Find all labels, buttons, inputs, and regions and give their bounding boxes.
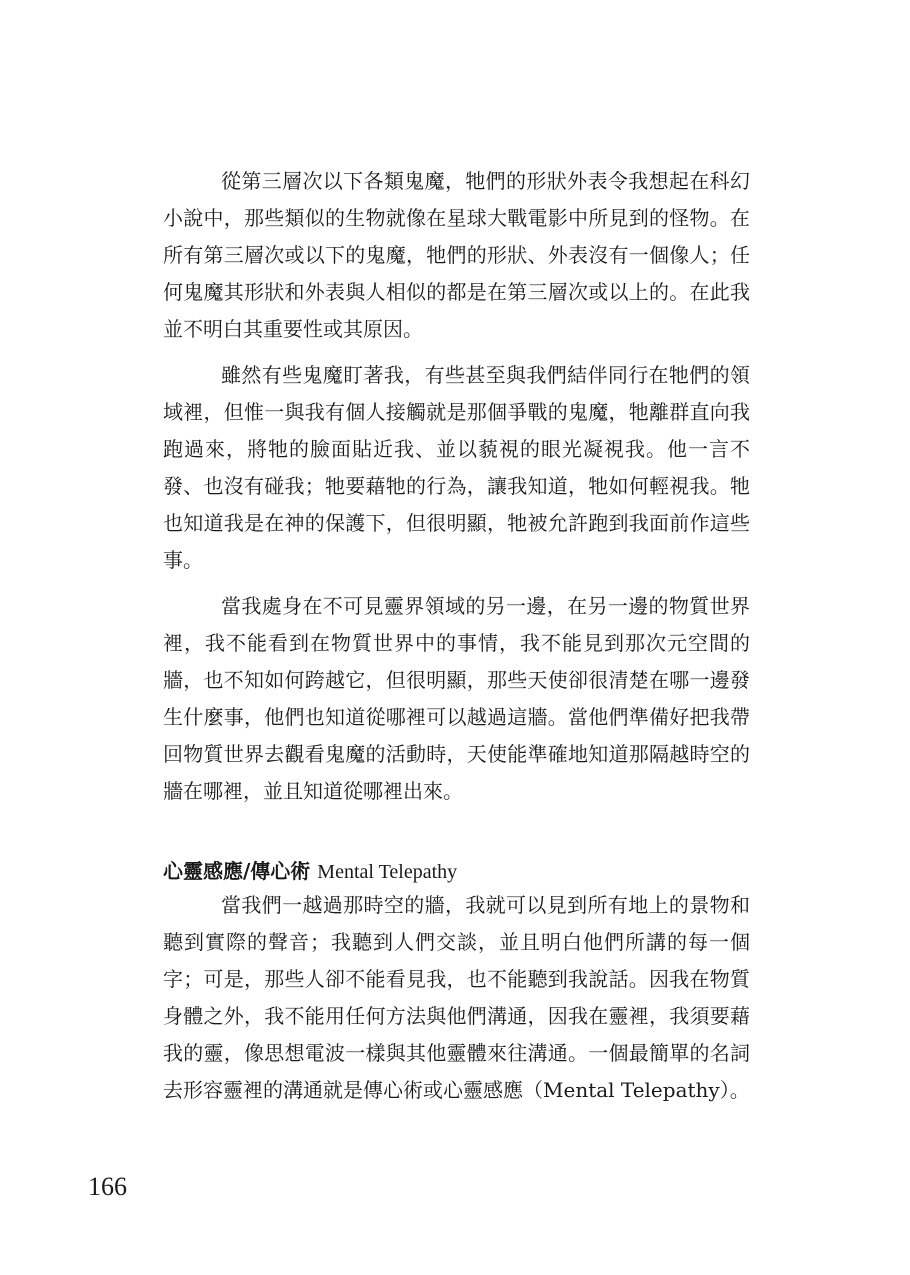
section-heading-english: Mental Telepathy — [317, 861, 458, 883]
section-heading — [163, 853, 457, 891]
body-text-top — [163, 163, 750, 819]
paragraph-2: 雖然有些鬼魔盯著我，有些甚至與我們結伴同行在牠們的領域裡，但惟一與我有個人接觸就是那個爭戰的鬼魔，牠離群直向我跑過來，將牠的臉面貼近我、並以藐視的眼光凝視我。他一言不發、也沒有碰我；牠要藉牠的行為，讓我知道，牠如何輕視我。牠也知道我是在神的保護下，但很明顯，牠被允許跑到我面前作這些事。 — [163, 363, 750, 572]
paragraph-3: 當我處身在不可見靈界領域的另一邊，在另一邊的物質世界裡，我不能看到在物質世界中的事情，我不能見到那次元空間的牆，也不知如何跨越它，但很明顯，那些天使卻很清楚在哪一邊發生什麼事，他們也知道從哪裡可以越過這牆。當他們準備好把我帶回物質世界去觀看鬼魔的活動時，天使能準確地知道那隔越時空的牆在哪裡，並且知道從哪裡出來。 — [163, 594, 750, 803]
paragraph-4: 當我們一越過那時空的牆，我就可以見到所有地上的景物和聽到實際的聲音；我聽到人們交談，並且明白他們所講的每一個字；可是，那些人卻不能看見我，也不能聽到我說話。因我在物質身體之外，我不能用任何方法與他們溝通，因我在靈裡，我須要藉我的靈，像思想電波一樣與其他靈體來往溝通。一個最簡單的名詞去形容靈裡的溝通就是傳心術或心靈感應（Mental Telepathy）。 — [163, 893, 750, 1102]
body-text-section — [163, 887, 750, 1118]
page-number: 166 — [88, 1172, 127, 1201]
section-heading-chinese: 心靈感應/傳心術 — [163, 859, 311, 883]
paragraph-1: 從第三層次以下各類鬼魔，牠們的形狀外表令我想起在科幻小說中，那些類似的生物就像在星球大戰電影中所見到的怪物。在所有第三層次或以下的鬼魔，牠們的形狀、外表沒有一個像人；任何鬼魔其形狀和外表與人相似的都是在第三層次或以上的。在此我並不明白其重要性或其原因。 — [163, 169, 750, 341]
